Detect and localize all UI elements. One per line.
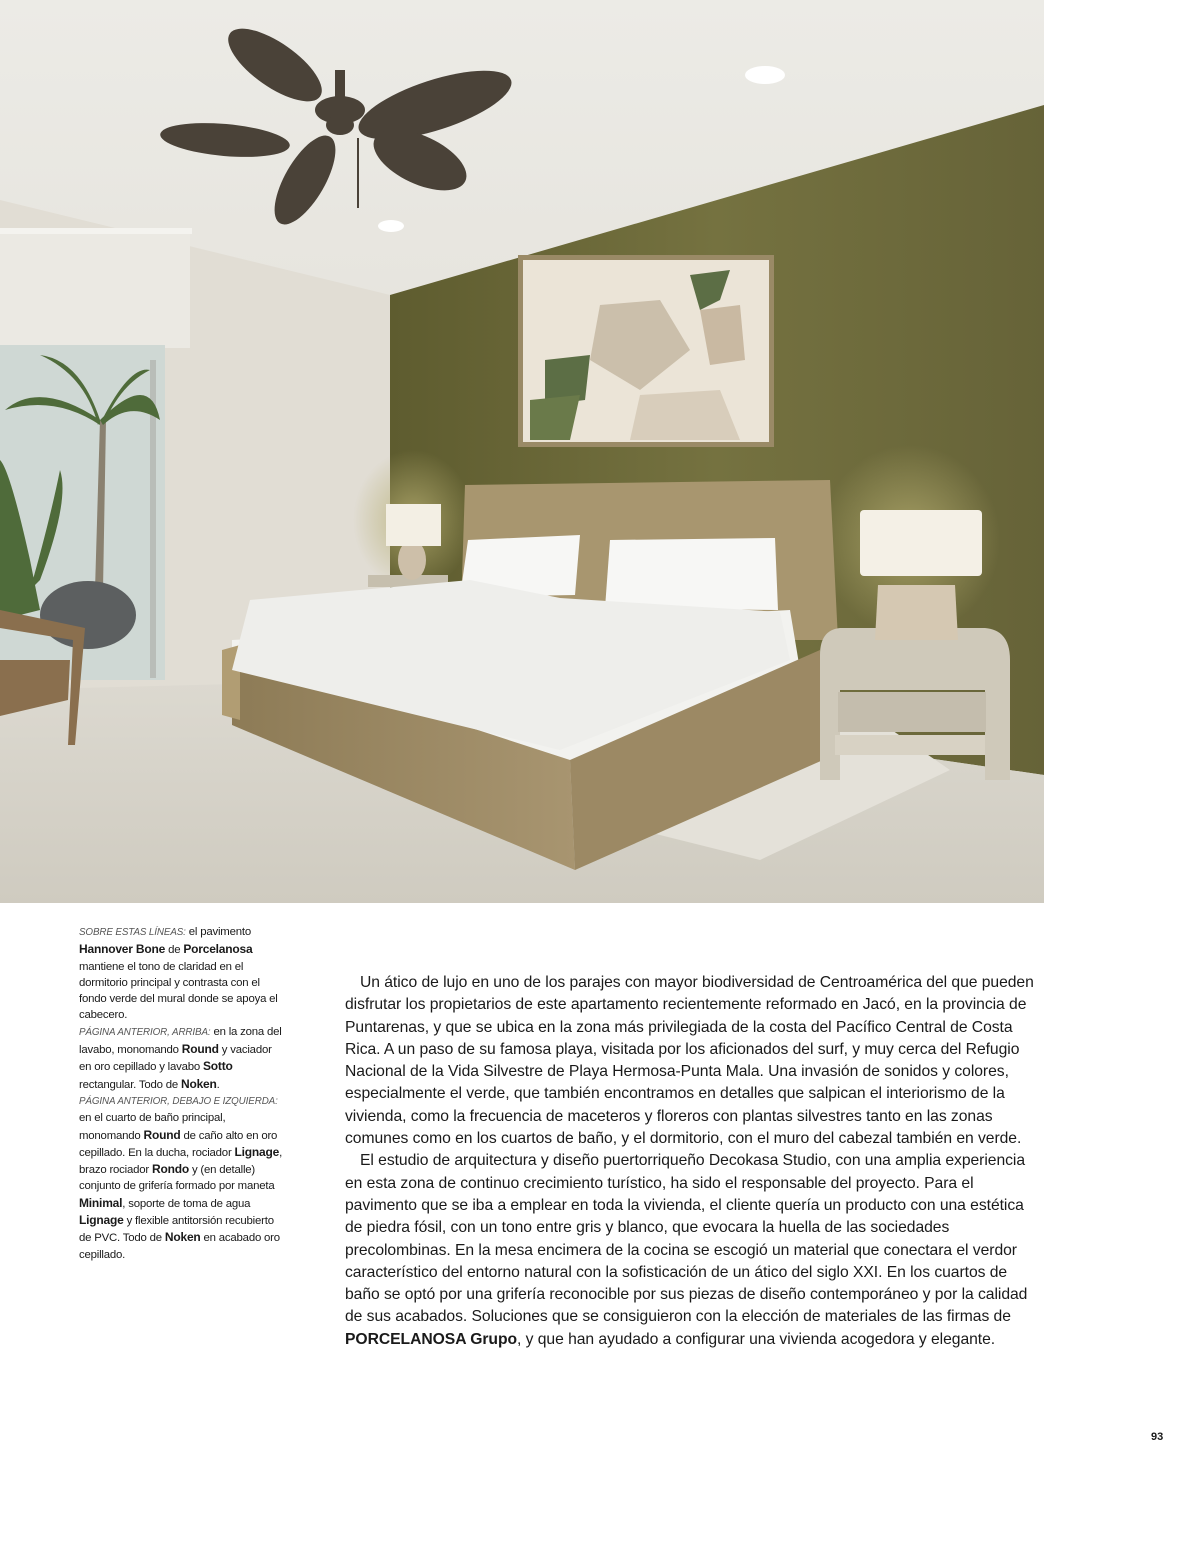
caption-text: de	[168, 944, 181, 957]
brand-name: Noken	[180, 1076, 217, 1091]
photo-caption	[79, 924, 284, 1263]
product-name: Sotto	[202, 1059, 233, 1074]
caption-text: .	[216, 1078, 220, 1091]
article-paragraph-2	[345, 1150, 1045, 1351]
brand-name: Noken	[164, 1230, 201, 1245]
caption-text: y vaciador en oro cepillado y lavabo	[79, 1044, 272, 1074]
caption-text: en acabado oro cepillado.	[79, 1232, 280, 1261]
caption-text: , soporte de toma de agua	[122, 1197, 251, 1210]
product-name: Hannover Bone	[79, 942, 166, 957]
product-name: Lignage	[79, 1213, 124, 1228]
article-body	[345, 972, 1045, 1351]
caption-text: el pavimento	[188, 926, 251, 938]
caption-text: mantiene el tono de claridad en el dormitorio principal y contrasta con el fondo verde del mural donde se apoya el cabecero.	[79, 960, 278, 1022]
product-name: Minimal	[79, 1195, 123, 1210]
article-paragraph-1: Un ático de lujo en uno de los parajes con mayor biodiversidad de Centroamérica del que pueden disfrutar los propietarios de este apartamento recientemente reformado en Jacó, en la provincia de Puntarenas, y que se ubica en la zona más privilegiada de la costa del Pacífico Central de Costa Rica. A un paso de su famosa playa, visitada por los aficionados del surf, y muy cerca del Refugio Nacional de la Vida Silvestre de Playa Hermosa-Punta Mala. Una invasión de sonidos y colores, especialmente el verde, que también encontramos en detalles que salpican el interiorismo de la vivienda, como la frecuencia de maceteros y floreros con plantas silvestres tanto en las zonas comunes como en los cuartos de baño, y el dormitorio, con el muro del cabezal también en verde.	[345, 974, 1034, 1148]
planter	[40, 581, 136, 649]
page-number: 93	[1151, 1431, 1164, 1443]
paragraph-text: El estudio de arquitectura y diseño puertorriqueño Decokasa Studio, con una amplia experiencia en esta zona de continuo crecimiento turístico, ha sido el responsable del proyecto. Para el pavimento que se iba a emplear en toda la vivienda, el cliente quería un producto con una estética de piedra fósil, con un tono entre gris y blanco, que evocara la huella de las sociedades precolombinas. En la mesa encimera de la cocina se escogió un material que conectara el verdor característico del entorno natural con la sofisticación de un ático del siglo XXI. En los cuartos de baño se optó por una grifería reconocible por sus piezas de diseño contemporáneo y por la calidad de sus acabados. Soluciones que se consiguieron con la elección de materiales de las firmas de	[345, 1152, 1028, 1326]
caption-label: PÁGINA ANTERIOR, ARRIBA:	[79, 1026, 211, 1038]
product-name: Lignage	[234, 1144, 280, 1159]
product-name: Rondo	[151, 1162, 189, 1177]
artwork	[518, 255, 774, 447]
recessed-light	[745, 66, 785, 84]
product-name: Round	[143, 1127, 181, 1142]
caption-label: PÁGINA ANTERIOR, DEBAJO E IZQUIERDA:	[79, 1095, 278, 1107]
caption-text: rectangular. Todo de	[79, 1078, 179, 1091]
product-name: Round	[181, 1042, 219, 1057]
brand-name: Porcelanosa	[183, 942, 253, 957]
window-blind	[0, 228, 190, 348]
caption-text: de caño alto en oro cepillado. En la ducha, rociador	[79, 1129, 278, 1159]
paragraph-text: , y que han ayudado a configurar una vivienda acogedora y elegante.	[517, 1330, 996, 1348]
caption-label: SOBRE ESTAS LÍNEAS:	[79, 927, 186, 938]
caption-text: en el cuarto de baño principal, monomando	[79, 1112, 226, 1142]
caption-text: , brazo rociador	[79, 1146, 283, 1177]
recessed-light	[378, 220, 404, 232]
caption-text: y (en detalle) conjunto de grifería formado por maneta	[79, 1164, 275, 1193]
brand-name: PORCELANOSA Grupo	[345, 1330, 518, 1348]
blind-rail	[0, 228, 192, 234]
caption-text: en la zona del lavabo, monomando	[79, 1025, 282, 1057]
caption-text: y flexible antitorsión recubierto de PVC. Todo de	[79, 1215, 274, 1245]
